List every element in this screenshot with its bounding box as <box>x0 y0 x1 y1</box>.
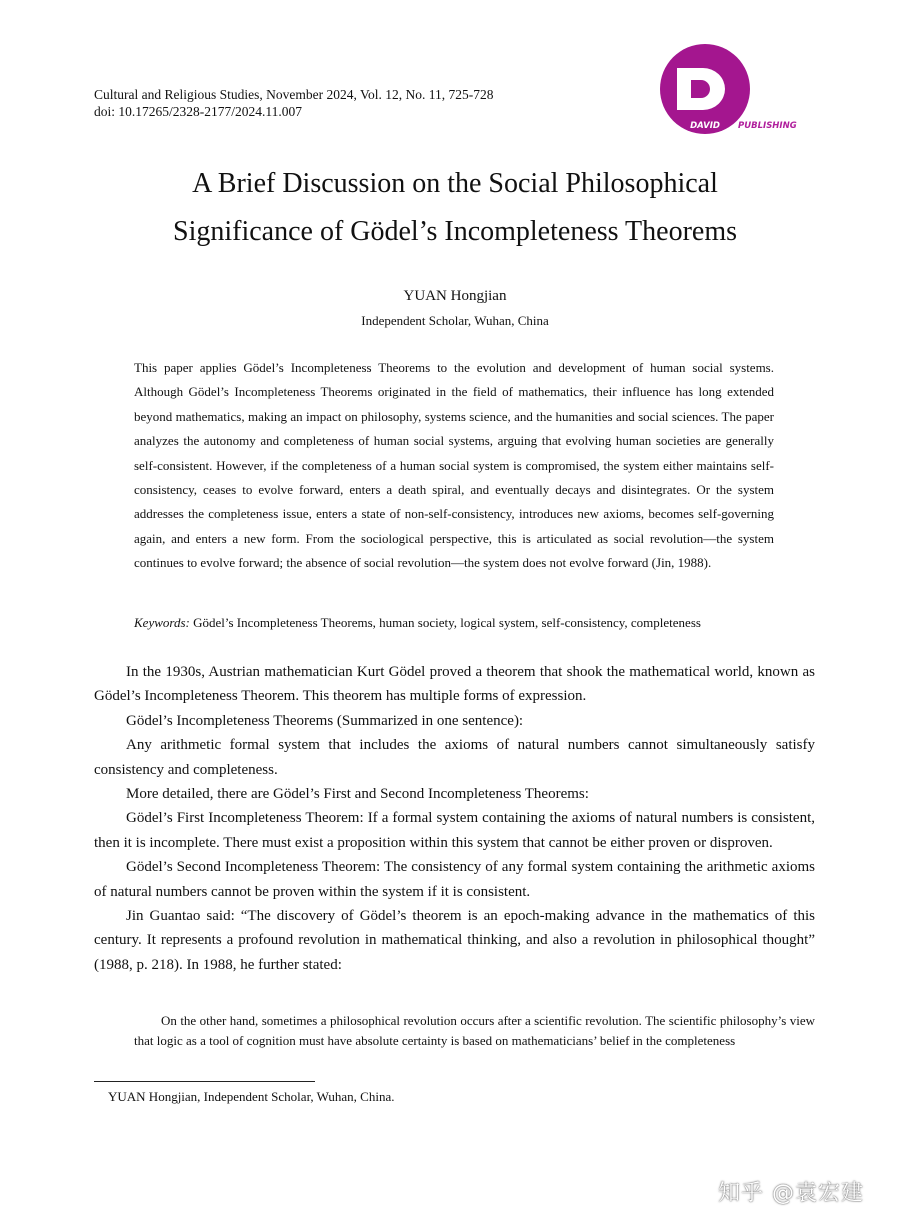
paper-title <box>0 160 910 256</box>
keywords <box>134 615 794 631</box>
logo-word-david: DAVID <box>690 121 720 131</box>
footnote: YUAN Hongjian, Independent Scholar, Wuhan, China. <box>108 1089 395 1104</box>
doi-line: doi: 10.17265/2328-2177/2024.11.007 <box>94 104 302 119</box>
quote-text: On the other hand, sometimes a philosophical revolution occurs after a scientific revolution. The scientific philosophy’s view that logic as a tool of cognition must have absolute certainty is based on mathematicians’ belief in the completeness <box>134 1013 815 1048</box>
journal-header <box>94 86 493 120</box>
keywords-label: Keywords: <box>134 615 190 630</box>
zhihu-watermark: 知乎 @袁宏建 <box>718 1181 864 1206</box>
paragraph: More detailed, there are Gödel’s First and Second Incompleteness Theorems: <box>126 786 589 803</box>
paragraph: Gödel’s Incompleteness Theorems (Summarized in one sentence): <box>126 712 524 729</box>
paragraph: Jin Guantao said: “The discovery of Gödel’s theorem is an epoch-making advance in the mathematics of this century. It represents a profound revolution in mathematical thinking, and also a revolution in philosophical thought” (1988, p. 218). In 1988, he further stated: <box>94 908 815 973</box>
logo-word-publishing: PUBLISHING <box>738 121 797 131</box>
abstract: This paper applies Gödel’s Incompleteness Theorems to the evolution and development of human social systems. Although Gödel’s Incompleteness Theorems originated in the field of mathematics, their influence has long extended beyond mathematics, making an impact on philosophy, systems science, and the humanities and social sciences. The paper analyzes the autonomy and completeness of human social systems, arguing that evolving human societies are generally self-consistent. However, if the completeness of a human social system is compromised, the system either maintains self-consistency, ceases to evolve forward, enters a death spiral, and eventually decays and disintegrates. Or the system addresses the completeness issue, enters a state of non-self-consistency, introduces new axioms, becomes self-governing again, and enters a new form. From the sociological perspective, this is articulated as social revolution—the system continues to evolve forward; the absence of social revolution—the system does not evolve forward (Jin, 1988). <box>134 360 774 571</box>
paragraph: Any arithmetic formal system that includes the axioms of natural numbers cannot simultaneously satisfy consistency and completeness. <box>94 737 815 778</box>
author-affiliation: Independent Scholar, Wuhan, China <box>361 313 549 328</box>
title-line-2: Significance of Gödel’s Incompleteness Theorems <box>173 216 737 247</box>
keywords-list: Gödel’s Incompleteness Theorems, human society, logical system, self-consistency, completeness <box>193 615 701 630</box>
paragraph: Gödel’s First Incompleteness Theorem: If a formal system containing the axioms of natural numbers is consistent, then it is incomplete. There must exist a proposition within this system that cannot be either proven or disproven. <box>94 810 815 851</box>
body-text <box>94 660 815 977</box>
journal-citation: Cultural and Religious Studies, November 2024, Vol. 12, No. 11, 725-728 <box>94 87 494 102</box>
footnote-divider <box>94 1081 315 1082</box>
paragraph: In the 1930s, Austrian mathematician Kurt Gödel proved a theorem that shook the mathematical world, known as Gödel’s Incompleteness Theorem. This theorem has multiple forms of expression. <box>94 664 815 705</box>
author-name: YUAN Hongjian <box>403 288 507 304</box>
title-line-1: A Brief Discussion on the Social Philosophical <box>192 168 718 199</box>
david-publishing-logo <box>655 44 825 136</box>
block-quote <box>134 1011 815 1051</box>
paragraph: Gödel’s Second Incompleteness Theorem: The consistency of any formal system containing the arithmetic axioms of natural numbers cannot be proven within the system if it is consistent. <box>94 859 815 900</box>
